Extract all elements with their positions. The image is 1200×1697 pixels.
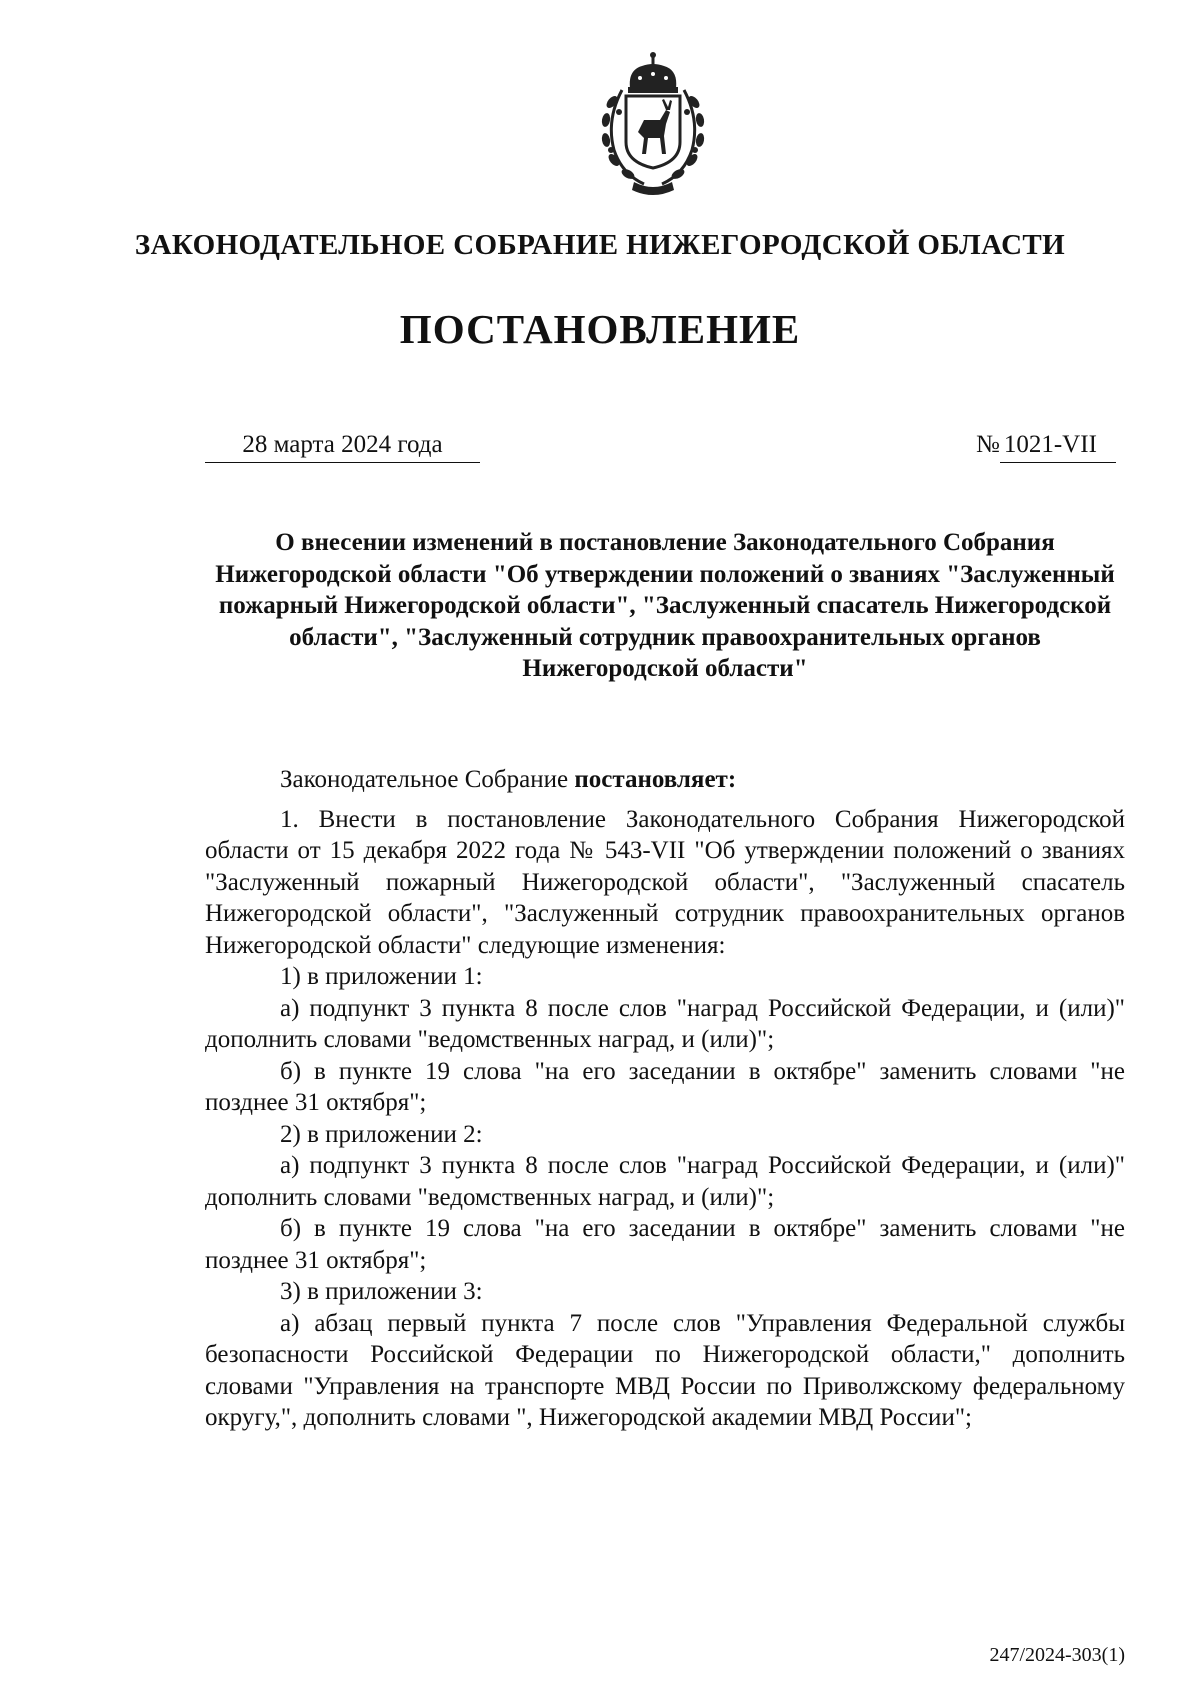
number-value: 1021-VII xyxy=(1000,430,1116,463)
document-type-title: ПОСТАНОВЛЕНИЕ xyxy=(399,306,801,352)
document-subject: О внесении изменений в постановление Законодательного Собрания Нижегородской области "Об утверждении положений о званиях "Заслуженный пожарный Нижегородской области", "Заслуженный спасатель Нижегородской области", "Заслуженный сотрудник правоохранительных органов Нижегородской области" xyxy=(215,529,1115,682)
document-body xyxy=(205,764,1125,1434)
document-number xyxy=(976,430,1116,463)
paragraph: 1. Внести в постановление Законодательного Собрания Нижегородской области от 15 декабря 2022 года № 543-VII "Об утверждении положений о званиях "Заслуженный пожарный Нижегородской области", "Заслуженный спасатель Нижегородской области", "Заслуженный сотрудник правоохранительных органов Нижегородской области" следующие изменения: xyxy=(205,805,1125,959)
document-date: 28 марта 2024 года xyxy=(205,430,480,463)
coat-of-arms-icon xyxy=(578,50,728,200)
paragraph: а) абзац первый пункта 7 после слов "Управления Федеральной службы безопасности Российской Федерации по Нижегородской области," дополнить словами "Управления на транспорте МВД России по Приволжскому федеральному округу,", дополнить словами ", Нижегородской академии МВД России"; xyxy=(205,1309,1125,1431)
preamble xyxy=(205,764,1125,796)
preamble-text: Законодательное Собрание xyxy=(280,766,575,793)
paragraph: 3) в приложении 3: xyxy=(280,1278,483,1305)
preamble-verb: постановляет: xyxy=(574,766,737,793)
document-code: 247/2024-303(1) xyxy=(989,1644,1125,1666)
paragraph: б) в пункте 19 слова "на его заседании в октябре" заменить словами "не позднее 31 октября"; xyxy=(205,1215,1125,1274)
number-sign: № xyxy=(976,431,1000,458)
paragraph: 2) в приложении 2: xyxy=(280,1120,483,1148)
paragraph: а) подпункт 3 пункта 8 после слов "наград Российской Федерации, и (или)" дополнить словами "ведомственных наград, и (или)"; xyxy=(205,994,1125,1053)
organization-title: ЗАКОНОДАТЕЛЬНОЕ СОБРАНИЕ НИЖЕГОРОДСКОЙ ОБЛАСТИ xyxy=(134,229,1066,261)
paragraph: 1) в приложении 1: xyxy=(280,963,483,990)
paragraph: б) в пункте 19 слова "на его заседании в октябре" заменить словами "не позднее 31 октября"; xyxy=(205,1057,1125,1116)
paragraph: а) подпункт 3 пункта 8 после слов "наград Российской Федерации, и (или)" дополнить словами "ведомственных наград, и (или)"; xyxy=(205,1152,1125,1211)
